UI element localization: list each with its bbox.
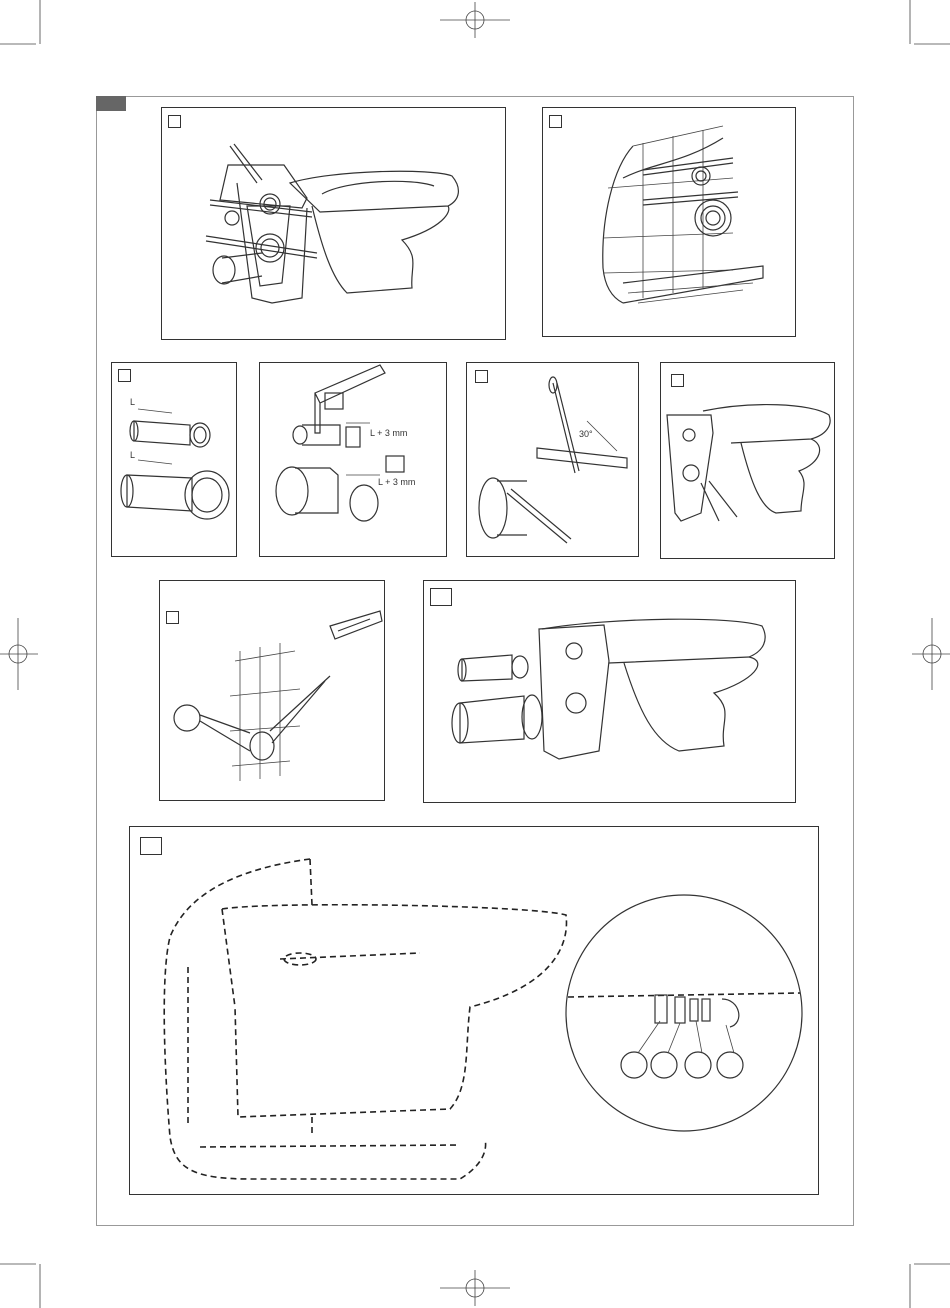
panel-cut-length <box>259 362 447 557</box>
angle-label: 30° <box>579 429 593 439</box>
callout-1 <box>621 1052 647 1078</box>
panel-toilet-side <box>660 362 835 559</box>
panel-pipe-lengths <box>111 362 237 557</box>
toilet-frame-illustration <box>162 108 507 341</box>
final-assembly-illustration <box>130 827 820 1196</box>
panel-frame-assembly <box>161 107 506 340</box>
toilet-side-illustration <box>661 363 836 560</box>
pipe-illustration <box>112 363 238 558</box>
callout-circle <box>174 705 200 731</box>
wall-detail-illustration <box>160 581 386 802</box>
step-marker <box>325 393 343 409</box>
panel-final-assembly <box>129 826 819 1195</box>
deburr-illustration <box>467 363 640 558</box>
callout-4 <box>717 1052 743 1078</box>
detail-circle <box>566 895 802 1131</box>
cut-illustration <box>260 363 448 558</box>
panel-wall-detail <box>159 580 385 801</box>
cut-offset-label-2: L + 3 mm <box>378 477 416 487</box>
wall-illustration <box>543 108 797 338</box>
panel-deburr <box>466 362 639 557</box>
panel-wall-connections <box>542 107 796 337</box>
panel-toilet-pipes <box>423 580 796 803</box>
length-label-b: L <box>130 450 136 460</box>
toilet-pipes-illustration <box>424 581 797 804</box>
callout-2 <box>651 1052 677 1078</box>
header-block <box>96 96 126 111</box>
cut-offset-label-1: L + 3 mm <box>370 428 408 438</box>
length-label-a: L <box>130 397 136 407</box>
callout-3 <box>685 1052 711 1078</box>
